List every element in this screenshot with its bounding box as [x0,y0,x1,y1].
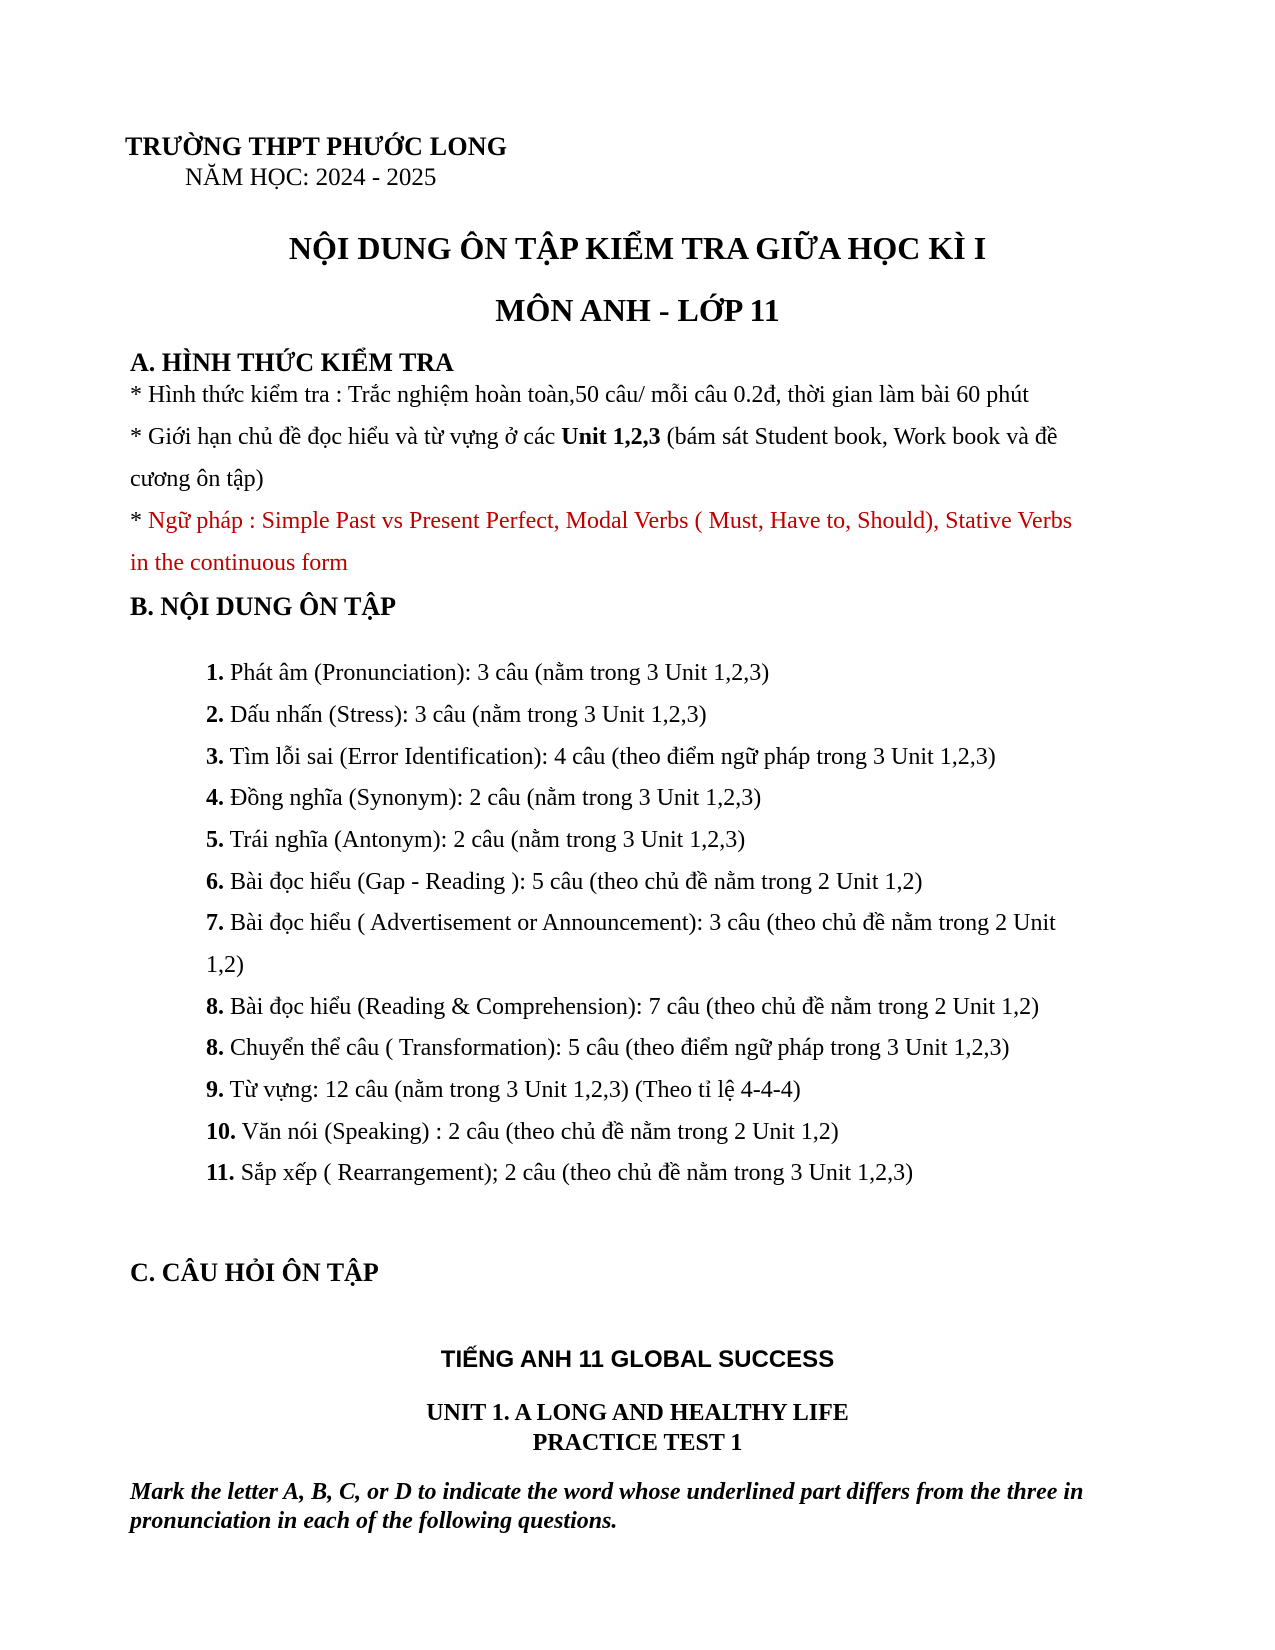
section-a-line-1: * Hình thức kiểm tra : Trắc nghiệm hoàn toàn,50 câu/ mỗi câu 0.2đ, thời gian làm bài 60 phút [130,382,1029,408]
list-item-text: Sắp xếp ( Rearrangement); 2 câu (theo chủ đề nằm trong 3 Unit 1,2,3) [234,1160,914,1186]
list-item [206,1077,801,1104]
list-item-number: 10. [206,1119,236,1145]
list-item-text: Phát âm (Pronunciation): 3 câu (nằm trong 3 Unit 1,2,3) [224,660,770,686]
list-item-text: Dấu nhấn (Stress): 3 câu (nằm trong 3 Unit 1,2,3) [224,702,707,728]
list-item [206,827,745,854]
list-item-number: 1. [206,660,224,686]
section-a-line-2 [130,424,1058,451]
list-item [206,1119,839,1146]
list-item [206,869,922,896]
list-item [206,660,769,687]
school-name: TRƯỜNG THPT PHƯỚC LONG [125,132,508,161]
list-item-number: 4. [206,785,224,811]
list-item-number: 7. [206,910,224,936]
book-title: TIẾNG ANH 11 GLOBAL SUCCESS [440,1346,835,1373]
list-item-text: Trái nghĩa (Antonym): 2 câu (nằm trong 3 Unit 1,2,3) [224,827,746,853]
grammar-text-1: Ngữ pháp : Simple Past vs Present Perfect, Modal Verbs ( Must, Have to, Should), Stative Verbs [148,508,1073,534]
list-item-number: 8. [206,1035,224,1061]
list-item-number: 2. [206,702,224,728]
document-subtitle: MÔN ANH - LỚP 11 [495,292,780,328]
grammar-star: * [130,508,148,534]
list-item-text: 1,2) [206,952,244,978]
list-item-text: Đồng nghĩa (Synonym): 2 câu (nằm trong 3 Unit 1,2,3) [224,785,762,811]
list-item-text: Văn nói (Speaking) : 2 câu (theo chủ đề nằm trong 2 Unit 1,2) [236,1119,839,1145]
list-item [206,744,996,771]
list-item-continuation [206,952,244,979]
list-item-number: 6. [206,869,224,895]
list-item-text: Chuyển thể câu ( Transformation): 5 câu (theo điểm ngữ pháp trong 3 Unit 1,2,3) [224,1035,1010,1061]
list-item-number: 3. [206,744,224,770]
list-item-text: Bài đọc hiểu ( Advertisement or Announcement): 3 câu (theo chủ đề nằm trong 2 Unit [224,910,1056,936]
list-item-text: Bài đọc hiểu (Gap - Reading ): 5 câu (theo chủ đề nằm trong 2 Unit 1,2) [224,869,923,895]
section-a-heading: A. HÌNH THỨC KIỂM TRA [130,348,454,377]
section-b-heading: B. NỘI DUNG ÔN TẬP [130,592,397,621]
list-item [206,994,1039,1021]
grammar-line-2: in the continuous form [130,550,348,576]
section-a-line-3: cương ôn tập) [130,466,264,492]
list-item [206,910,1056,937]
section-a-line-2-post: (bám sát Student book, Work book và đề [660,424,1058,450]
section-a-line-2-bold: Unit 1,2,3 [561,424,661,450]
list-item-text: Từ vựng: 12 câu (nằm trong 3 Unit 1,2,3) (Theo tỉ lệ 4-4-4) [224,1077,801,1103]
list-item-number: 5. [206,827,224,853]
school-year: NĂM HỌC: 2024 - 2025 [185,164,437,191]
grammar-line-1 [130,508,1072,535]
list-item [206,702,707,729]
question-instruction: Mark the letter A, B, C, or D to indicate the word whose underlined part differs from the three in pronunciation in each of the following questions. [130,1479,1084,1534]
list-item [206,785,761,812]
list-item-number: 11. [206,1160,235,1186]
list-item-text: Tìm lỗi sai (Error Identification): 4 câu (theo điểm ngữ pháp trong 3 Unit 1,2,3) [224,744,996,770]
practice-test-title: PRACTICE TEST 1 [532,1430,743,1456]
section-a-line-2-pre: * Giới hạn chủ đề đọc hiểu và từ vựng ở các [130,424,562,450]
section-c-heading: C. CÂU HỎI ÔN TẬP [130,1258,379,1287]
document-title: NỘI DUNG ÔN TẬP KIỂM TRA GIỮA HỌC KÌ I [288,230,987,266]
list-item-text: Bài đọc hiểu (Reading & Comprehension): 7 câu (theo chủ đề nằm trong 2 Unit 1,2) [224,994,1040,1020]
list-item [206,1160,913,1187]
unit-title: UNIT 1. A LONG AND HEALTHY LIFE [426,1400,849,1426]
list-item-number: 8. [206,994,224,1020]
list-item [206,1035,1010,1062]
list-item-number: 9. [206,1077,224,1103]
